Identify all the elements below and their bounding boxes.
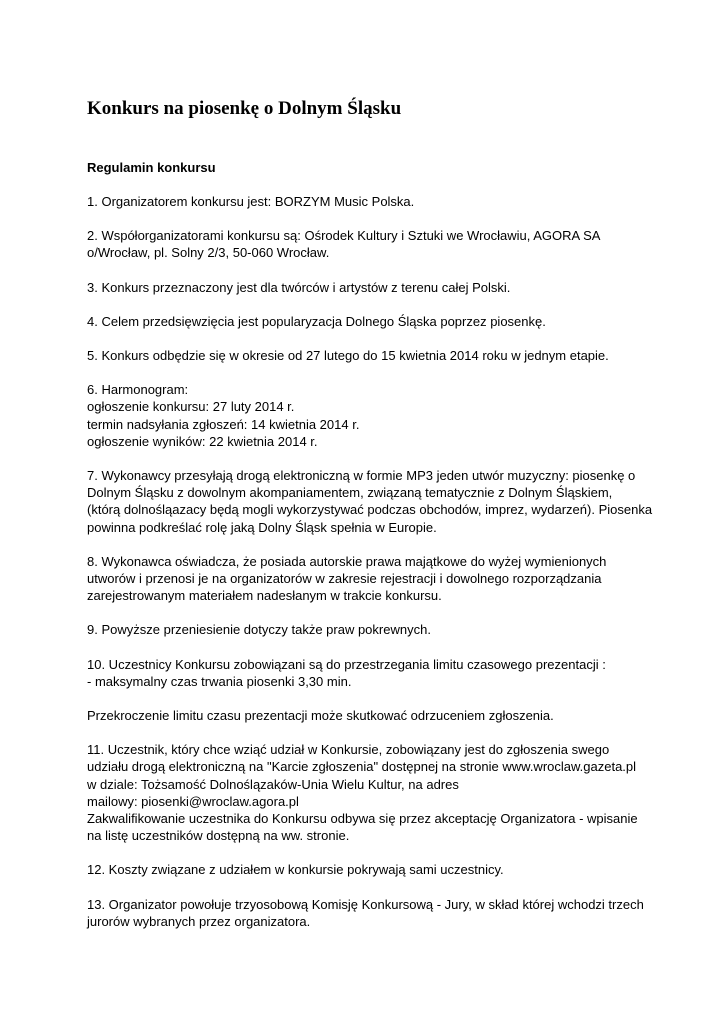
paragraph-line: 1. Organizatorem konkursu jest: BORZYM Music Polska. — [87, 194, 415, 209]
paragraph-line: 12. Koszty związane z udziałem w konkursie pokrywają sami uczestnicy. — [87, 862, 504, 878]
paragraph — [87, 347, 665, 364]
paragraph-line: 13. Organizator powołuje trzyosobową Komisję Konkursową - Jury, w skład której wchodzi trzech — [87, 896, 644, 912]
paragraph — [87, 741, 665, 844]
paragraph-line: powinna podkreślać rolę jaką Dolny Śląsk spełnia w Europie. — [87, 519, 437, 535]
paragraph-list — [87, 193, 665, 930]
paragraph-line: 4. Celem przedsięwzięcia jest popularyzacja Dolnego Śląska poprzez piosenkę. — [87, 313, 546, 329]
paragraph-line: o/Wrocław, pl. Solny 2/3, 50-060 Wrocław. — [87, 245, 330, 261]
paragraph-line: ogłoszenie konkursu: 27 luty 2014 r. — [87, 399, 295, 415]
paragraph-line: 11. Uczestnik, który chce wziąć udział w Konkursie, zobowiązany jest do zgłoszenia swego — [87, 742, 610, 758]
paragraph-line: 3. Konkurs przeznaczony jest dla twórców i artystów z terenu całej Polski. — [87, 279, 511, 295]
paragraph-line: udziału drogą elektroniczną na "Karcie zgłoszenia" dostępnej na stronie www.wroclaw.gazeta.pl — [87, 759, 637, 775]
paragraph-line: Zakwalifikowanie uczestnika do Konkursu odbywa się przez akceptację Organizatora - wpisanie — [87, 811, 638, 827]
paragraph-line: ogłoszenie wyników: 22 kwietnia 2014 r. — [87, 433, 318, 449]
paragraph-line: 8. Wykonawca oświadcza, że posiada autorskie prawa majątkowe do wyżej wymienionych — [87, 553, 607, 569]
paragraph-line: Przekroczenie limitu czasu prezentacji może skutkować odrzuceniem zgłoszenia. — [87, 708, 554, 724]
paragraph-line: Dolnym Śląsku z dowolnym akompaniamentem, związaną tematycznie z Dolnym Śląskiem, — [87, 485, 613, 501]
paragraph — [87, 193, 665, 210]
paragraph-line: mailowy: piosenki@wroclaw.agora.pl — [87, 793, 299, 809]
paragraph — [87, 621, 665, 638]
paragraph — [87, 861, 665, 878]
paragraph-line: jurorów wybranych przez organizatora. — [87, 913, 311, 929]
paragraph-line: zarejestrowanym materiałem nadesłanym w trakcie konkursu. — [87, 588, 442, 604]
paragraph — [87, 227, 665, 261]
paragraph — [87, 896, 665, 930]
paragraph — [87, 467, 665, 536]
paragraph-line: termin nadsyłania zgłoszeń: 14 kwietnia 2014 r. — [87, 416, 360, 432]
paragraph-line: w dziale: Tożsamość Dolnoślązaków-Unia Wielu Kultur, na adres — [87, 776, 459, 792]
paragraph-line: 7. Wykonawcy przesyłają drogą elektroniczną w formie MP3 jeden utwór muzyczny: piosenkę o — [87, 468, 636, 484]
document-subtitle: Regulamin konkursu — [87, 160, 216, 175]
paragraph-line: 10. Uczestnicy Konkursu zobowiązani są do przestrzegania limitu czasowego prezentacji : — [87, 656, 606, 672]
paragraph — [87, 707, 665, 724]
paragraph — [87, 553, 665, 605]
paragraph-line: (którą dolnośląazacy będą mogli wykorzystywać podczas obchodów, imprez, wydarzeń). Piosenka — [87, 502, 653, 518]
paragraph — [87, 279, 665, 296]
paragraph-line: 9. Powyższe przeniesienie dotyczy także praw pokrewnych. — [87, 622, 431, 638]
document-title: Konkurs na piosenkę o Dolnym Śląsku — [87, 98, 402, 119]
paragraph-line: na listę uczestników dostępną na ww. stronie. — [87, 828, 350, 844]
paragraph — [87, 381, 665, 450]
paragraph-line: 5. Konkurs odbędzie się w okresie od 27 lutego do 15 kwietnia 2014 roku w jednym etapie. — [87, 348, 609, 364]
paragraph-line: utworów i przenosi je na organizatorów w zakresie rejestracji i dowolnego rozporządzania — [87, 571, 602, 587]
paragraph-line: 6. Harmonogram: — [87, 382, 189, 398]
paragraph — [87, 656, 665, 690]
paragraph-line: 2. Współorganizatorami konkursu są: Ośrodek Kultury i Sztuki we Wrocławiu, AGORA SA — [87, 228, 601, 244]
paragraph — [87, 313, 665, 330]
paragraph-line: - maksymalny czas trwania piosenki 3,30 min. — [87, 673, 352, 689]
